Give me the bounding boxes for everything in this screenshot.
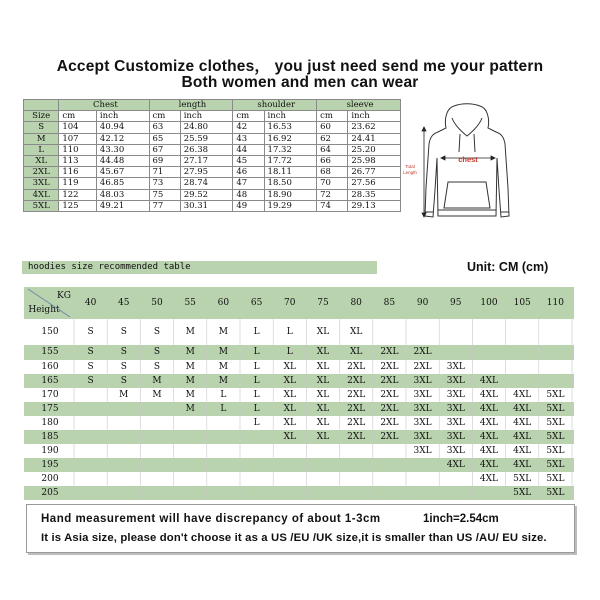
weight-header: 90 (416, 298, 429, 308)
size-value: 26.38 (180, 144, 233, 155)
size-value: 75 (149, 189, 180, 200)
weight-header: 65 (250, 298, 263, 308)
weight-header: 105 (513, 298, 531, 308)
size-cell: XL (316, 404, 330, 414)
size-cell: 5XL (546, 404, 565, 414)
weight-header: 110 (546, 298, 564, 308)
size-row (24, 178, 401, 189)
size-cell: M (218, 347, 228, 357)
size-value: 113 (59, 155, 97, 166)
size-value: 45.67 (96, 167, 149, 178)
size-cell: L (253, 347, 260, 357)
size-cell: S (87, 362, 94, 372)
size-cell: L (286, 327, 293, 337)
height-label: 195 (41, 460, 59, 470)
size-cell: M (119, 390, 129, 400)
size-cell: 2XL (380, 432, 399, 442)
size-cell: S (153, 362, 161, 372)
size-cell: XL (283, 418, 296, 428)
size-cell: S (120, 327, 127, 337)
size-cell: 4XL (513, 404, 532, 414)
weight-header: 75 (317, 298, 329, 308)
size-cell: XL (283, 432, 296, 442)
length-label: Length (403, 170, 417, 175)
size-value: 49.21 (96, 200, 149, 211)
size-value: 25.20 (348, 144, 401, 155)
size-row (24, 167, 401, 178)
height-label: 165 (41, 376, 59, 386)
size-table-unit-row (24, 111, 401, 122)
size-cell: XL (316, 347, 330, 357)
size-cell: 4XL (479, 390, 499, 400)
size-cell: M (218, 327, 228, 337)
size-cell: 2XL (380, 347, 399, 357)
size-cell: 3XL (413, 432, 432, 442)
size-cell: 3XL (446, 404, 465, 414)
weight-header: 80 (350, 298, 362, 308)
size-value: 26.77 (348, 167, 401, 178)
size-cell: 2XL (380, 404, 399, 414)
weight-header: 60 (217, 298, 230, 308)
size-value: 25.59 (180, 133, 233, 144)
size-cell: S (153, 347, 161, 357)
size-cell: 2XL (413, 347, 432, 357)
size-cell: M (218, 362, 228, 372)
height-label: 155 (41, 347, 59, 357)
corner-diagonal (28, 289, 70, 317)
size-value: 29.52 (180, 189, 233, 200)
front-pocket (444, 182, 490, 208)
unit-header: inch (264, 111, 317, 122)
size-row (24, 133, 401, 144)
heading-line-2: Both women and men can wear (181, 74, 419, 91)
size-cell: 2XL (347, 390, 366, 400)
recommend-grid-lines (24, 287, 574, 502)
size-cell: 2XL (347, 362, 366, 372)
size-value: 70 (317, 178, 348, 189)
size-cell: 5XL (546, 488, 565, 498)
size-cell: 3XL (413, 418, 432, 428)
chest-label: chest (458, 155, 478, 164)
size-cell: 4XL (479, 460, 499, 470)
size-cell: XL (283, 404, 296, 414)
size-cell: 2XL (380, 376, 399, 386)
unit-header: cm (59, 111, 97, 122)
height-label: 205 (41, 488, 59, 498)
size-cell: S (87, 347, 94, 357)
size-value: 45 (233, 155, 264, 166)
height-label: 200 (41, 474, 59, 484)
size-value: 47 (233, 178, 264, 189)
size-cell: 3XL (413, 390, 432, 400)
size-cell: 2XL (380, 362, 399, 372)
size-cell: M (185, 327, 195, 337)
size-cell: L (220, 390, 227, 400)
size-value: 104 (59, 122, 97, 133)
size-cell: 2XL (413, 362, 432, 372)
size-cell: 4XL (479, 474, 499, 484)
size-cell: 5XL (546, 446, 565, 456)
size-cell: L (253, 376, 260, 386)
size-cell: L (286, 347, 293, 357)
size-label: XL (24, 155, 59, 166)
size-cell: XL (316, 390, 330, 400)
size-cell: 4XL (479, 432, 499, 442)
size-cell: M (185, 362, 195, 372)
unit-header: cm (149, 111, 180, 122)
size-value: 122 (59, 189, 97, 200)
size-cell: 3XL (446, 432, 465, 442)
size-value: 24.41 (348, 133, 401, 144)
size-value: 125 (59, 200, 97, 211)
size-value: 29.13 (348, 200, 401, 211)
size-label: 2XL (24, 167, 59, 178)
size-value: 44.48 (96, 155, 149, 166)
weight-header: 45 (118, 298, 130, 308)
size-cell: 2XL (347, 432, 366, 442)
size-value: 48 (233, 189, 264, 200)
size-value: 77 (149, 200, 180, 211)
size-row (24, 155, 401, 166)
size-value: 19.29 (264, 200, 317, 211)
size-value: 27.17 (180, 155, 233, 166)
size-value: 67 (149, 144, 180, 155)
size-row (24, 200, 401, 211)
height-label: 190 (41, 446, 59, 456)
size-cell: 5XL (546, 390, 565, 400)
unit-header: cm (233, 111, 264, 122)
size-cell: 5XL (546, 474, 565, 484)
size-label: L (24, 144, 59, 155)
size-cell: 5XL (513, 488, 532, 498)
size-cell: L (253, 327, 260, 337)
size-value: 30.31 (180, 200, 233, 211)
size-cell: M (218, 376, 228, 386)
size-cell: S (153, 327, 161, 337)
size-cell: M (185, 390, 195, 400)
size-cell: M (152, 390, 162, 400)
size-cell: XL (283, 390, 296, 400)
size-cell: 3XL (446, 376, 465, 386)
group-chest: Chest (59, 100, 149, 111)
weight-header: 100 (480, 298, 498, 308)
size-value: 62 (317, 133, 348, 144)
size-value: 43.30 (96, 144, 149, 155)
size-cell: S (87, 376, 94, 386)
size-value: 16.53 (264, 122, 317, 133)
size-value: 64 (317, 144, 348, 155)
size-cell: XL (316, 327, 330, 337)
size-cell: 4XL (513, 460, 532, 470)
height-label: 150 (41, 327, 59, 337)
height-label: 170 (41, 390, 59, 400)
size-value: 110 (59, 144, 97, 155)
size-value: 63 (149, 122, 180, 133)
footer-asia-size-note: It is Asia size, please don't choose it as a US /EU /UK size,it is smaller than US /AU/ EU size. (41, 532, 547, 544)
drawstrings (459, 134, 475, 152)
size-value: 25.98 (348, 155, 401, 166)
size-value: 46.85 (96, 178, 149, 189)
weight-header: 55 (184, 298, 196, 308)
size-cell: L (253, 390, 260, 400)
size-cell: M (185, 347, 195, 357)
size-label: 3XL (24, 178, 59, 189)
size-cell: S (120, 376, 127, 386)
size-cell: S (87, 327, 94, 337)
size-value: 27.56 (348, 178, 401, 189)
size-value: 42 (233, 122, 264, 133)
size-cell: 4XL (513, 432, 532, 442)
size-cell: S (120, 362, 127, 372)
size-value: 16.92 (264, 133, 317, 144)
size-column-header: Size (24, 111, 59, 122)
size-value: 66 (317, 155, 348, 166)
size-row (24, 189, 401, 200)
size-cell: XL (316, 362, 330, 372)
size-cell: 5XL (546, 460, 565, 470)
size-value: 17.32 (264, 144, 317, 155)
size-cell: 5XL (546, 418, 565, 428)
weight-header: 70 (284, 298, 296, 308)
size-cell: 5XL (546, 432, 565, 442)
size-cell: XL (316, 376, 330, 386)
size-table-corner (24, 100, 59, 111)
size-chart-table (23, 99, 401, 212)
weight-header: 95 (450, 298, 462, 308)
size-cell: 4XL (479, 376, 499, 386)
group-length: length (149, 100, 233, 111)
footer-discrepancy-note: Hand measurement will have discrepancy of about 1-3cm (41, 513, 381, 525)
size-cell: 2XL (380, 390, 399, 400)
size-value: 48.03 (96, 189, 149, 200)
footer-notice (26, 504, 575, 553)
unit-header: inch (348, 111, 401, 122)
size-table-body (24, 122, 401, 212)
size-cell: 4XL (513, 446, 532, 456)
size-label: M (24, 133, 59, 144)
size-value: 43 (233, 133, 264, 144)
size-cell: 2XL (347, 418, 366, 428)
size-value: 72 (317, 189, 348, 200)
size-label: 4XL (24, 189, 59, 200)
size-cell: 4XL (479, 418, 499, 428)
size-value: 42.12 (96, 133, 149, 144)
size-value: 60 (317, 122, 348, 133)
size-value: 71 (149, 167, 180, 178)
size-cell: 4XL (446, 460, 465, 470)
height-label: 185 (41, 432, 59, 442)
size-cell: 4XL (479, 404, 499, 414)
weight-header: 50 (151, 298, 163, 308)
size-value: 44 (233, 144, 264, 155)
hoodie-diagram (402, 98, 532, 230)
size-value: 17.72 (264, 155, 317, 166)
unit-header: cm (317, 111, 348, 122)
size-value: 46 (233, 167, 264, 178)
size-cell: 2XL (380, 418, 399, 428)
weight-header: 40 (84, 298, 97, 308)
size-cell: L (253, 362, 260, 372)
height-label: 180 (41, 418, 59, 428)
size-cell: 5XL (513, 474, 532, 484)
size-cell: 2XL (347, 404, 366, 414)
corner-kg-label: KG (57, 291, 71, 301)
size-value: 28.35 (348, 189, 401, 200)
size-cell: XL (349, 327, 363, 337)
size-cell: 3XL (446, 390, 465, 400)
height-label: 160 (41, 362, 59, 372)
size-cell: L (220, 404, 227, 414)
size-cell: S (120, 347, 127, 357)
size-cell: M (185, 404, 195, 414)
size-value: 18.50 (264, 178, 317, 189)
size-value: 116 (59, 167, 97, 178)
size-cell: M (152, 376, 162, 386)
size-value: 28.74 (180, 178, 233, 189)
footer-inch-conversion: 1inch=2.54cm (423, 513, 499, 525)
unit-label: Unit: CM (cm) (467, 260, 549, 274)
size-row (24, 144, 401, 155)
size-value: 69 (149, 155, 180, 166)
size-cell: 4XL (513, 390, 532, 400)
size-cell: 3XL (413, 446, 432, 456)
size-value: 23.62 (348, 122, 401, 133)
size-label: S (24, 122, 59, 133)
size-cell: 3XL (413, 404, 432, 414)
size-cell: 3XL (446, 446, 465, 456)
size-value: 68 (317, 167, 348, 178)
size-cell: XL (283, 362, 296, 372)
size-cell: 3XL (446, 362, 465, 372)
size-label: 5XL (24, 200, 59, 211)
size-cell: 4XL (479, 446, 499, 456)
corner-height-label: Height (28, 305, 60, 315)
group-shoulder: shoulder (233, 100, 317, 111)
size-table-group-row (24, 100, 401, 111)
weight-header: 85 (383, 298, 396, 308)
total-label: Total (405, 164, 415, 169)
group-sleeve: sleeve (317, 100, 401, 111)
size-value: 107 (59, 133, 97, 144)
height-label: 175 (41, 404, 59, 414)
size-cell: XL (349, 347, 363, 357)
unit-header: inch (180, 111, 233, 122)
size-value: 119 (59, 178, 97, 189)
size-cell: XL (316, 432, 330, 442)
size-value: 18.90 (264, 189, 317, 200)
size-cell: L (253, 418, 260, 428)
size-cell: L (253, 404, 260, 414)
size-cell: M (185, 376, 195, 386)
size-cell: 4XL (513, 418, 532, 428)
size-value: 65 (149, 133, 180, 144)
size-value: 18.11 (264, 167, 317, 178)
size-value: 73 (149, 178, 180, 189)
heading-line-1: Accept Customize clothes， you just need send me your pattern (56, 58, 544, 75)
size-value: 27.95 (180, 167, 233, 178)
size-cell: 3XL (413, 376, 432, 386)
size-value: 49 (233, 200, 264, 211)
unit-header: inch (96, 111, 149, 122)
size-value: 74 (317, 200, 348, 211)
size-cell: 2XL (347, 376, 366, 386)
size-row (24, 122, 401, 133)
hood-opening (452, 118, 482, 136)
size-cell: 3XL (446, 418, 465, 428)
size-value: 24.80 (180, 122, 233, 133)
size-cell: XL (316, 418, 330, 428)
recommend-banner: hoodies size recommended table (22, 261, 377, 274)
size-cell: XL (283, 376, 296, 386)
size-value: 40.94 (96, 122, 149, 133)
